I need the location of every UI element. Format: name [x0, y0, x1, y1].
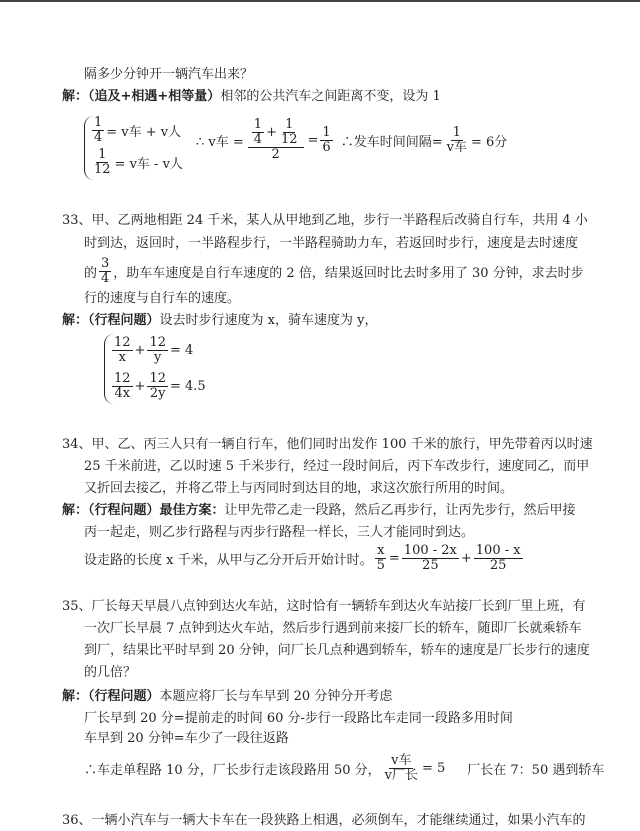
q33-line-1: 33、甲、乙两地相距 24 千米，某人从甲地到乙地，步行一半路程后改骑自行车，共用 4 小 [62, 213, 588, 228]
q33-line-3: 的 $\frac{3}{4}$ ，助车车速度是自行车速度的 2 倍，结果返回时比去时多用了 30 分钟，求去时步 [84, 256, 584, 286]
solution-text: 设去时步行速度为 x，骑车速度为 y， [159, 313, 378, 328]
solution-tag: （行程问题） [88, 313, 160, 328]
solution-text: 相邻的公共汽车之间距离不变，设为 1 [220, 89, 441, 104]
q34-line-2: 25 千米前进，乙以时速 5 千米步行，经过一段时间后，丙下车改步行，速度同乙，而甲 [84, 459, 590, 474]
equation-2: $\frac{12}{4x}$ + $\frac{12}{2y}$ = 4.5 [114, 371, 206, 401]
solution-34-header: 解：（行程问题）最佳方案：让甲先带乙走一段路，然后乙再步行，让丙先步行，然后甲接 [62, 503, 576, 518]
q34-line-3: 又折回去接乙，并将乙带上与丙同时到达目的地，求这次旅行所用的时间。 [84, 481, 514, 496]
solution-tag: （行程问题） [88, 689, 160, 704]
solution-label: 解： [62, 503, 89, 518]
intro-line: 隔多少分钟开一辆汽车出来？ [84, 67, 254, 82]
q35-line-1: 35、厂长每天早晨八点钟到达火车站，这时恰有一辆轿车到达火车站接厂长到厂里上班，有 [62, 599, 586, 614]
q33-line-5: 行的速度与自行车的速度。 [84, 291, 241, 306]
solution-tag: （追及+相遇+相等量） [88, 89, 221, 104]
fraction: $\frac{1}{\text{v车}}$ [446, 124, 467, 155]
q33-line-2: 时到达，返回时，一半路程步行，一半路程骑助力车，若返回时步行，速度是去时速度 [84, 236, 579, 251]
solution-label: 解： [62, 689, 89, 704]
fraction: $\frac{1}{6}$ [322, 124, 331, 155]
solution-label: 解： [62, 313, 89, 328]
solution-35-header: 解：（行程问题）本题应将厂长与车早到 20 分钟分开考虑 [62, 689, 393, 704]
solution-35-conclusion: ∴车走单程路 10 分，厂长步行走该段路用 50 分， $\frac{\text{v车}}{\text{v厂长}}$ = 5 厂长在 7：50 遇到轿车 [84, 753, 605, 783]
solution-35-line-2: 厂长早到 20 分=提前走的时间 60 分-步行一段路比车走同一段路多用时间 [84, 711, 513, 726]
compound-fraction: $\frac{1}{4}$ + $\frac{1}{12}$ 2 [248, 118, 304, 162]
fraction: $\frac{1}{12}$ [94, 147, 111, 177]
solution-32-header [62, 88, 441, 106]
equation-1: $\frac{1}{4}$ = v车 + v人 [94, 115, 182, 145]
q35-line-2: 一次厂长早晨 7 点钟到达火车站，然后步行遇到前来接厂长的轿车，随即厂长就乘轿车 [84, 621, 582, 636]
solution-35-line-3: 车早到 20 分钟=车少了一段往返路 [84, 731, 289, 746]
q35-line-3: 到厂，结果比平时早到 20 分钟，问厂长几点种遇到轿车，轿车的速度是厂长步行的速度 [84, 643, 590, 658]
result-equation: ∴ v车 = $\frac{1}{4}$ + $\frac{1}{12}$ 2 = $\frac{1}{6}$ ∴发车时间间隔= $\frac{1}{\text{v车}}$ = 6分 [196, 117, 508, 162]
equation-1: $\frac{12}{x}$ + $\frac{12}{y}$ = 4 [114, 335, 194, 365]
q35-line-4: 的几倍？ [84, 665, 137, 680]
solution-tag: （行程问题）最佳方案： [88, 503, 225, 518]
solution-label: 解： [62, 89, 89, 104]
fraction: $\frac{1}{4}$ [94, 115, 103, 145]
q36-line-1: 36、一辆小汽车与一辆大卡车在一段狭路上相遇，必须倒车，才能继续通过，如果小汽车的 [62, 813, 586, 828]
top-border [0, 0, 640, 2]
solution-33-header [62, 312, 377, 330]
solution-34-line-2: 丙一起走，则乙步行路程与丙步行路程一样长，三人才能同时到达。 [84, 525, 475, 540]
solution-34-equation: 设走路的长度 x 千米，从甲与乙分开后开始计时。 $\frac{x}{5}$ = $\frac{100 - 2x}{25}$ + $\frac{100 - x}{25}$ [84, 543, 521, 573]
equation-2: $\frac{1}{12}$ = v车 - v人 [94, 147, 183, 177]
fraction: $\frac{3}{4}$ [101, 256, 110, 286]
q34-line-1: 34、甲、乙、丙三人只有一辆自行车，他们同时出发作 100 千米的旅行，甲先带着丙以时速 [62, 437, 593, 452]
